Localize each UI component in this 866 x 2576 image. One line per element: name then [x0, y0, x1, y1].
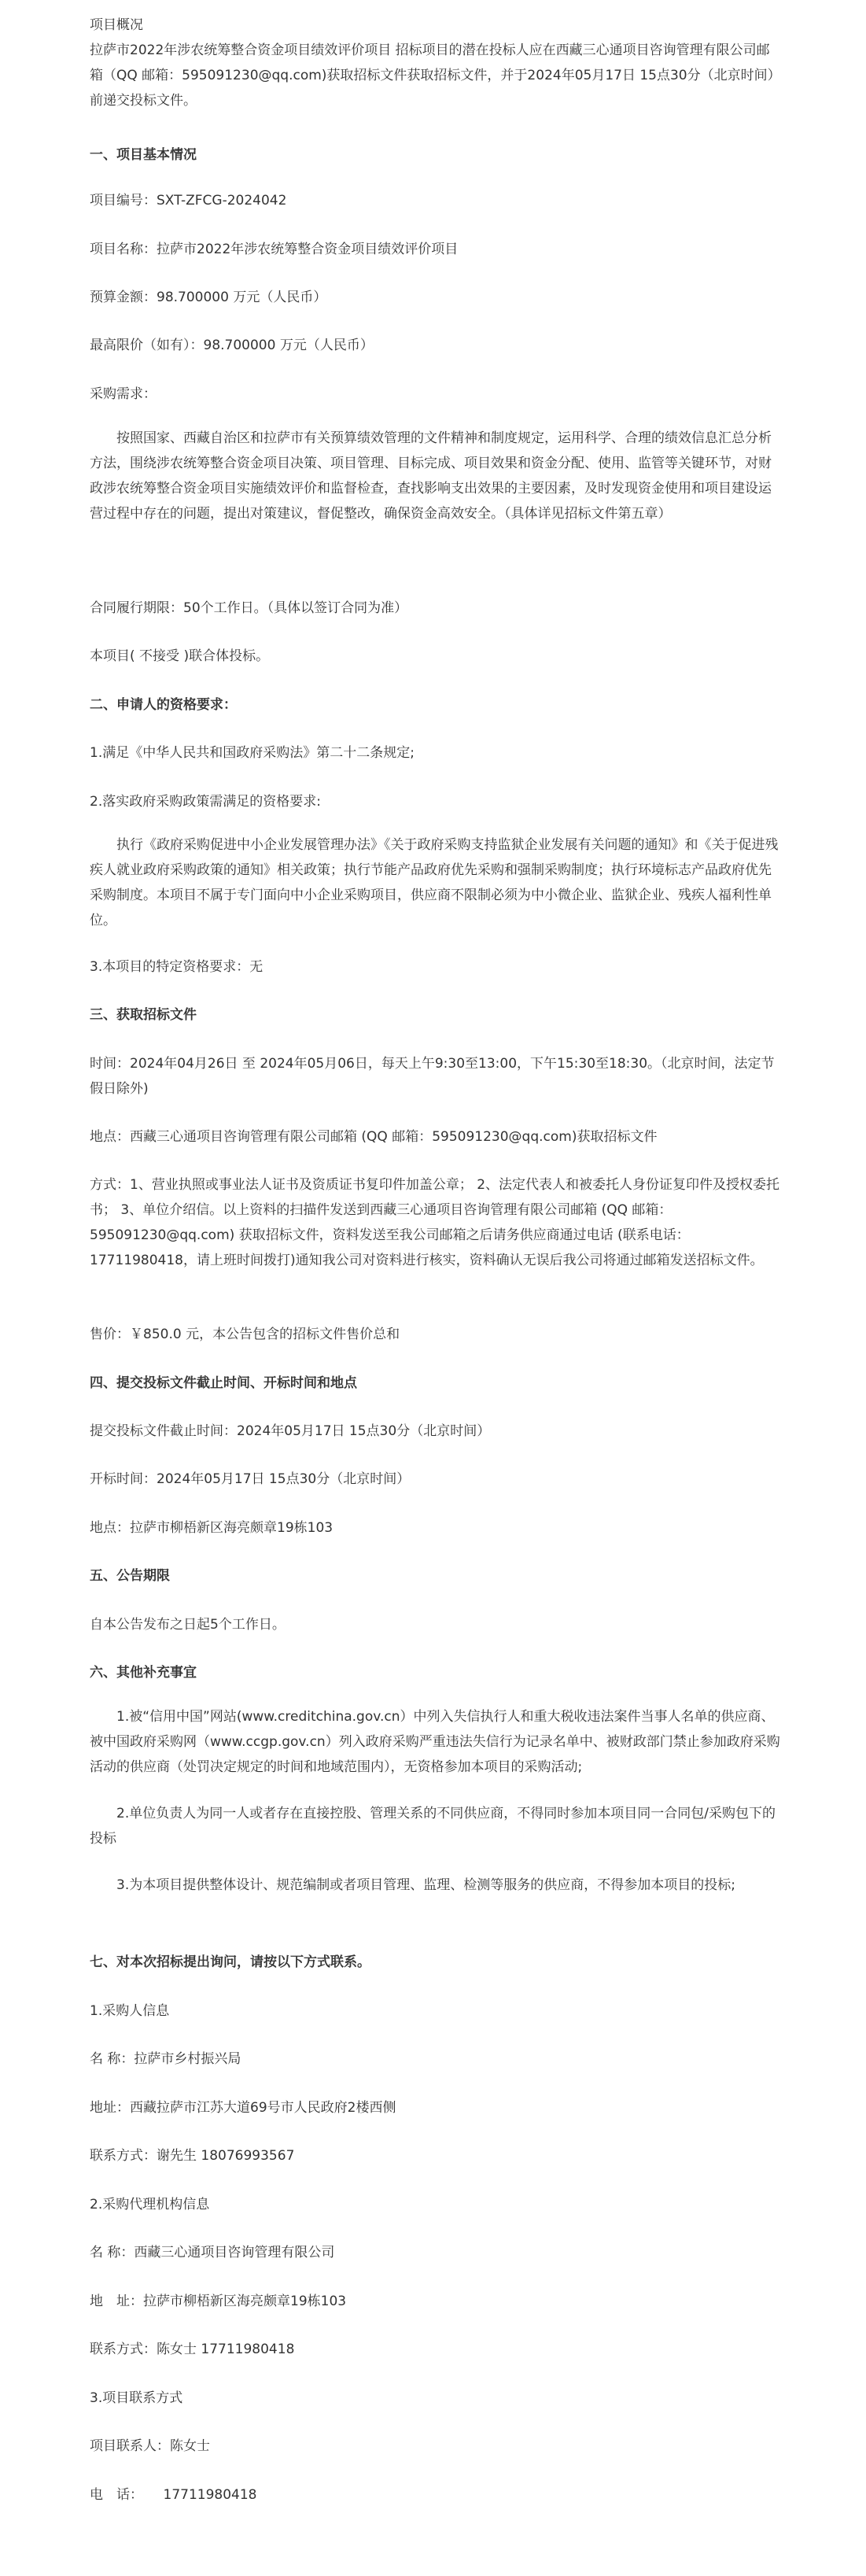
requirement-3: 3.本项目的特定资格要求：无	[90, 959, 263, 975]
buyer-name: 名 称：拉萨市乡村振兴局	[90, 2051, 241, 2067]
buyer-contact: 联系方式：谢先生 18076993567	[90, 2148, 295, 2164]
section-4-title: 四、提交投标文件截止时间、开标时间和地点	[90, 1375, 357, 1391]
agent-info-title: 2.采购代理机构信息	[90, 2197, 210, 2212]
agent-name: 名 称：西藏三心通项目咨询管理有限公司	[90, 2245, 335, 2260]
project-name: 项目名称：拉萨市2022年涉农统筹整合资金项目绩效评价项目	[90, 242, 459, 257]
demand-label: 采购需求：	[90, 386, 157, 402]
buyer-info-title: 1.采购人信息	[90, 2003, 170, 2019]
overview-text: 拉萨市2022年涉农统筹整合资金项目绩效评价项目 招标项目的潜在投标人应在西藏三心通项目咨询管理有限公司邮箱（QQ 邮箱：595091230@qq.com)获取招标文件获取招标文件，并于2024年05月17日 15点30分（北京时间）前递交投标文件。	[90, 42, 781, 109]
requirement-2: 2.落实政府采购政策需满足的资格要求:	[90, 794, 321, 810]
supplement-item-2: 2.单位负责人为同一人或者存在直接控股、管理关系的不同供应商，不得同时参加本项目同一合同包/采购包下的投标	[90, 1806, 776, 1847]
obtain-place: 地点：西藏三心通项目咨询管理有限公司邮箱 (QQ 邮箱：595091230@qq.com)获取招标文件	[90, 1129, 658, 1145]
section-5-title: 五、公告期限	[90, 1568, 170, 1584]
project-number: 项目编号：SXT-ZFCG-2024042	[90, 193, 287, 209]
opening-place: 地点：拉萨市柳梧新区海亮颇章19栋103	[90, 1520, 334, 1536]
section-7-title: 七、对本次招标提出询问，请按以下方式联系。	[90, 1954, 370, 1970]
opening-time: 开标时间：2024年05月17日 15点30分（北京时间）	[90, 1471, 411, 1487]
budget-amount: 预算金额：98.700000 万元（人民币）	[90, 290, 327, 305]
project-contact-title: 3.项目联系方式	[90, 2390, 183, 2406]
max-price: 最高限价（如有）：98.700000 万元（人民币）	[90, 338, 374, 353]
agent-address: 地 址：拉萨市柳梧新区海亮颇章19栋103	[90, 2294, 347, 2309]
obtain-time: 时间：2024年04月26日 至 2024年05月06日，每天上午9:30至13:00，下午15:30至18:30。（北京时间，法定节假日除外)	[90, 1056, 775, 1097]
bid-deadline: 提交投标文件截止时间：2024年05月17日 15点30分（北京时间）	[90, 1423, 491, 1439]
project-phone: 电 话： 17711980418	[90, 2487, 257, 2503]
section-1-title: 一、项目基本情况	[90, 147, 197, 163]
buyer-address: 地址：西藏拉萨市江苏大道69号市人民政府2楼西侧	[90, 2100, 396, 2116]
section-6-title: 六、其他补充事宜	[90, 1665, 197, 1681]
agent-contact: 联系方式：陈女士 17711980418	[90, 2342, 295, 2357]
notice-period: 自本公告发布之日起5个工作日。	[90, 1617, 286, 1633]
consortium-note: 本项目( 不接受 )联合体投标。	[90, 648, 270, 664]
demand-text: 按照国家、西藏自治区和拉萨市有关预算绩效管理的文件精神和制度规定，运用科学、合理的绩效信息汇总分析方法，围绕涉农统筹整合资金项目决策、项目管理、目标完成、项目效果和资金分配、使用、监管等关键环节，对财政涉农统筹整合资金项目实施绩效评价和监督检查，查找影响支出效果的主要因素，及时发现资金使用和项目建设运营过程中存在的问题，提出对策建议，督促整改，确保资金高效安全。（具体详见招标文件第五章）	[90, 430, 772, 522]
obtain-method: 方式：1、营业执照或事业法人证书及资质证书复印件加盖公章； 2、法定代表人和被委托人身份证复印件及授权委托书； 3、单位介绍信。以上资料的扫描件发送到西藏三心通项目咨询管理有限公司邮箱 (QQ 邮箱：595091230@qq.com) 获取招标文件，资料发送至我公司邮箱之后请务供应商通过电话 (联系电话：17711980418，请上班时间拨打)通知我公司对资料进行核实，资料确认无误后我公司将通过邮箱发送招标文件。	[90, 1177, 780, 1268]
overview-title: 项目概况	[90, 17, 143, 33]
section-3-title: 三、获取招标文件	[90, 1007, 197, 1023]
supplement-item-3: 3.为本项目提供整体设计、规范编制或者项目管理、监理、检测等服务的供应商，不得参加本项目的投标;	[116, 1877, 735, 1893]
project-contact-person: 项目联系人：陈女士	[90, 2438, 210, 2454]
requirement-2-text: 执行《政府采购促进中小企业发展管理办法》《关于政府采购支持监狱企业发展有关问题的通知》和《关于促进残疾人就业政府采购政策的通知》相关政策；执行节能产品政府优先采购和强制采购制度；执行环境标志产品政府优先采购制度。本项目不属于专门面向中小企业采购项目，供应商不限制必须为中小微企业、监狱企业、残疾人福利性单位。	[90, 837, 779, 928]
supplement-item-1: 1.被“信用中国”网站(www.creditchina.gov.cn）中列入失信执行人和重大税收违法案件当事人名单的供应商、被中国政府采购网（www.ccgp.gov.cn）列入政府采购严重违法失信行为记录名单中、被财政部门禁止参加政府采购活动的供应商（处罚决定规定的时间和地域范围内），无资格参加本项目的采购活动;	[90, 1709, 780, 1775]
requirement-1: 1.满足《中华人民共和国政府采购法》第二十二条规定;	[90, 745, 415, 761]
section-2-title: 二、申请人的资格要求：	[90, 697, 237, 713]
document-price: 售价：￥850.0 元，本公告包含的招标文件售价总和	[90, 1327, 400, 1342]
contract-period: 合同履行期限：50个工作日。（具体以签订合同为准）	[90, 600, 408, 616]
